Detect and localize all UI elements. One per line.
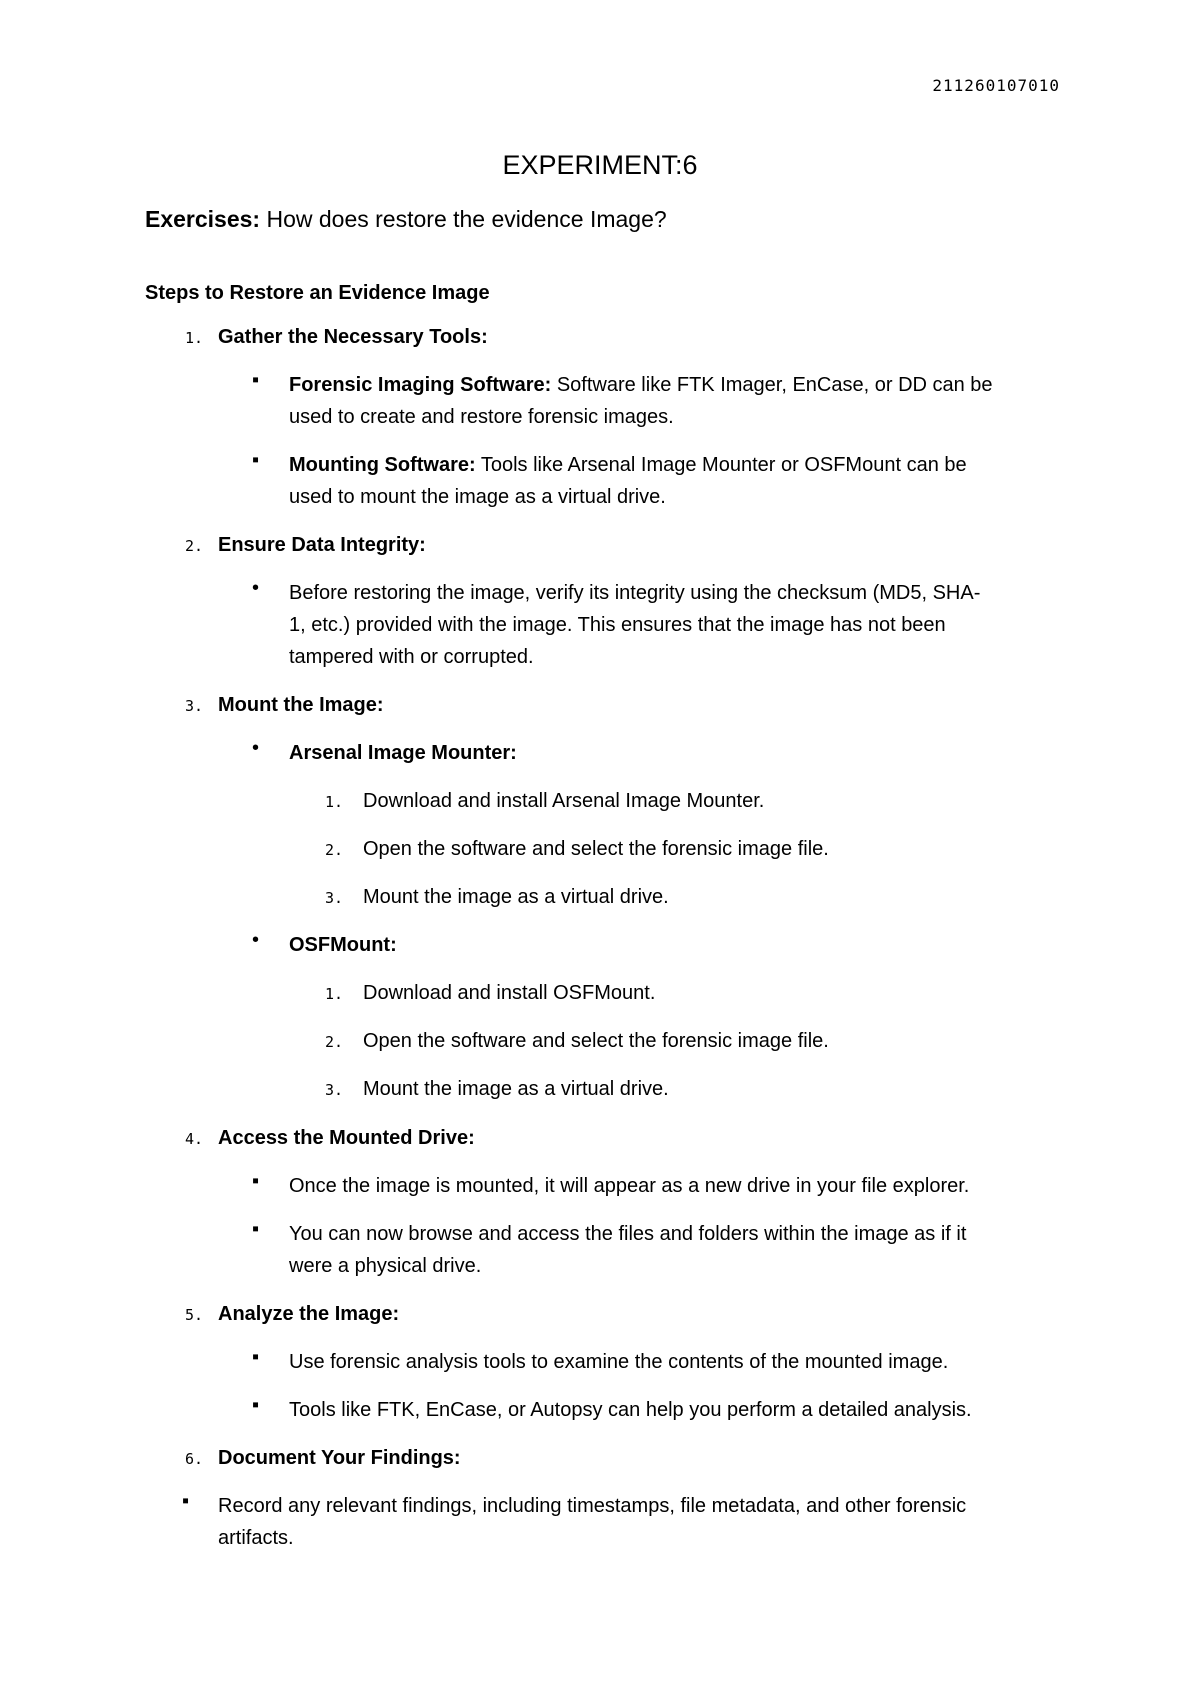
substep-number: 2. xyxy=(325,1033,344,1051)
step-title: Mount the Image: xyxy=(218,694,384,716)
step-number: 2. xyxy=(185,537,204,555)
step-number: 3. xyxy=(185,697,204,715)
list-item-continuation: used to mount the image as a virtual drive. xyxy=(289,486,666,508)
round-bullet-icon: • xyxy=(252,737,260,759)
step-title: Gather the Necessary Tools: xyxy=(218,326,488,348)
page-number: 211260107010 xyxy=(932,76,1060,95)
square-bullet-icon: ▪ xyxy=(252,369,260,391)
list-item: Use forensic analysis tools to examine the contents of the mounted image. xyxy=(289,1351,949,1373)
step-number: 6. xyxy=(185,1450,204,1468)
step-number: 5. xyxy=(185,1306,204,1324)
round-bullet-icon: • xyxy=(252,577,260,599)
list-item-continuation: artifacts. xyxy=(218,1527,294,1549)
step-title: Ensure Data Integrity: xyxy=(218,534,426,556)
round-bullet-icon: • xyxy=(252,929,260,951)
list-item: Mounting Software: Tools like Arsenal Image Mounter or OSFMount can be xyxy=(289,454,967,476)
substep-number: 3. xyxy=(325,889,344,907)
list-item-continuation: were a physical drive. xyxy=(289,1255,482,1277)
square-bullet-icon: ▪ xyxy=(252,449,260,471)
step-number: 4. xyxy=(185,1130,204,1148)
substep-number: 1. xyxy=(325,985,344,1003)
list-item: Forensic Imaging Software: Software like FTK Imager, EnCase, or DD can be xyxy=(289,374,993,396)
substep-text: Open the software and select the forensic image file. xyxy=(363,1030,829,1052)
substep-text: Open the software and select the forensic image file. xyxy=(363,838,829,860)
list-item: Once the image is mounted, it will appear as a new drive in your file explorer. xyxy=(289,1175,970,1197)
step-number: 1. xyxy=(185,329,204,347)
section-heading: Steps to Restore an Evidence Image xyxy=(145,282,490,304)
square-bullet-icon: ▪ xyxy=(252,1218,260,1240)
substep-text: Download and install Arsenal Image Mounter. xyxy=(363,790,765,812)
substep-text: Download and install OSFMount. xyxy=(363,982,656,1004)
substep-number: 3. xyxy=(325,1081,344,1099)
square-bullet-icon: ▪ xyxy=(252,1394,260,1416)
list-item-continuation: 1, etc.) provided with the image. This ensures that the image has not been xyxy=(289,614,946,636)
tool-name: OSFMount: xyxy=(289,934,397,956)
exercise-label: Exercises: xyxy=(145,206,261,232)
substep-number: 1. xyxy=(325,793,344,811)
step-title: Access the Mounted Drive: xyxy=(218,1127,475,1149)
exercise-line xyxy=(145,206,667,233)
substep-text: Mount the image as a virtual drive. xyxy=(363,886,669,908)
step-title: Document Your Findings: xyxy=(218,1447,461,1469)
step-title: Analyze the Image: xyxy=(218,1303,400,1325)
square-bullet-icon: ▪ xyxy=(252,1346,260,1368)
list-item: Record any relevant findings, including timestamps, file metadata, and other forensic xyxy=(218,1495,967,1517)
substep-number: 2. xyxy=(325,841,344,859)
page-title: EXPERIMENT:6 xyxy=(502,150,698,180)
list-item: Tools like FTK, EnCase, or Autopsy can help you perform a detailed analysis. xyxy=(289,1399,972,1421)
substep-text: Mount the image as a virtual drive. xyxy=(363,1078,669,1100)
square-bullet-icon: ▪ xyxy=(252,1170,260,1192)
list-item: You can now browse and access the files and folders within the image as if it xyxy=(289,1223,967,1245)
list-item: Before restoring the image, verify its integrity using the checksum (MD5, SHA- xyxy=(289,582,981,604)
tool-name: Arsenal Image Mounter: xyxy=(289,742,517,764)
square-bullet-icon: ▪ xyxy=(182,1490,190,1512)
exercise-question: How does restore the evidence Image? xyxy=(266,206,667,232)
list-item-continuation: tampered with or corrupted. xyxy=(289,646,534,668)
list-item-continuation: used to create and restore forensic images. xyxy=(289,406,674,428)
